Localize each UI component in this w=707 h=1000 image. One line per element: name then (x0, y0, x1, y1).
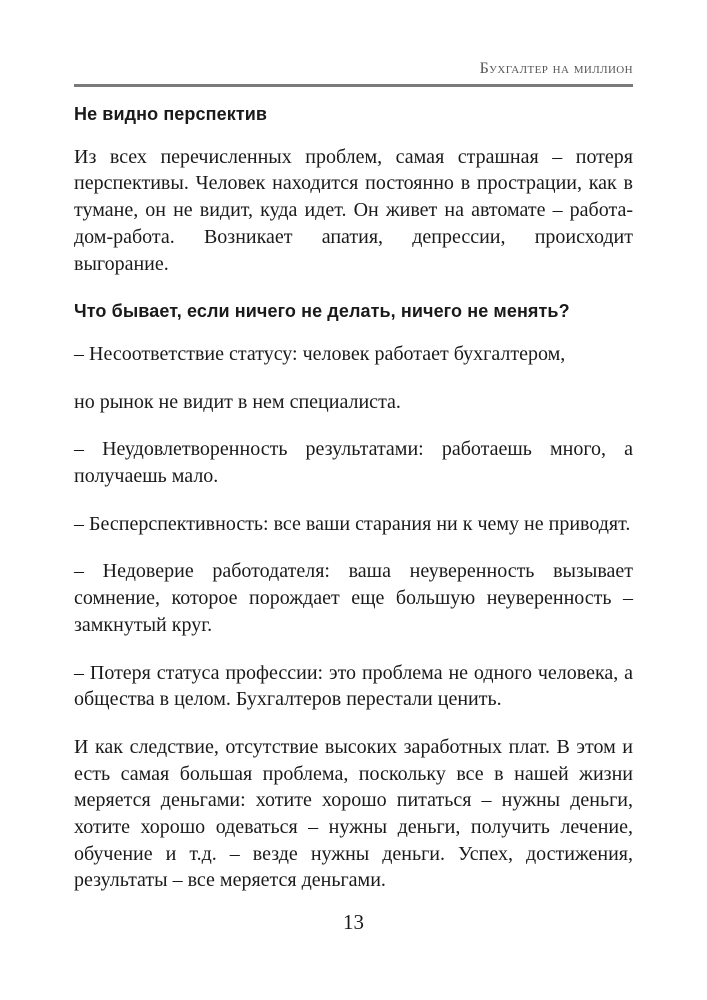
list-item: – Неудовлетворенность результатами: работаешь много, а получаешь мало. (74, 438, 633, 488)
header-rule (74, 84, 633, 87)
running-head: Бухгалтер на миллион (479, 60, 633, 77)
paragraph: И как следствие, отсутствие высоких заработных плат. В этом и есть самая большая проблема, поскольку все в нашей жизни меряется деньгами: хотите хорошо питаться – нужны деньги, хотите хорошо одеваться – нужны деньги, получить лечение, обучение и т.д. – везде нужны деньги. Успех, достижения, результаты – все меряется деньгами. (74, 735, 633, 892)
list-item-continuation: но рынок не видит в нем специалиста. (74, 390, 401, 413)
list-item: – Несоответствие статусу: человек работает бухгалтером, (74, 342, 566, 365)
list-item: – Потеря статуса профессии: это проблема не одного человека, а общества в целом. Бухгалтеров перестали ценить. (74, 661, 633, 711)
page-number: 13 (343, 910, 364, 934)
list-item: – Недоверие работодателя: ваша неуверенность вызывает сомнение, которое порождает еще большую неуверенность – замкнутый круг. (74, 560, 633, 636)
paragraph: Из всех перечисленных проблем, самая страшная – потеря перспективы. Человек находится постоянно в прострации, как в тумане, он не видит, куда идет. Он живет на автомате – работа-дом-работа. Возникает апатия, депрессии, происходит выгорание. (74, 145, 633, 275)
page-body (74, 100, 633, 894)
section-heading: Что бывает, если ничего не делать, ничего не менять? (74, 301, 570, 322)
section-heading: Не видно перспектив (74, 104, 268, 124)
list-item: – Бесперспективность: все ваши старания ни к чему не приводят. (74, 512, 631, 535)
